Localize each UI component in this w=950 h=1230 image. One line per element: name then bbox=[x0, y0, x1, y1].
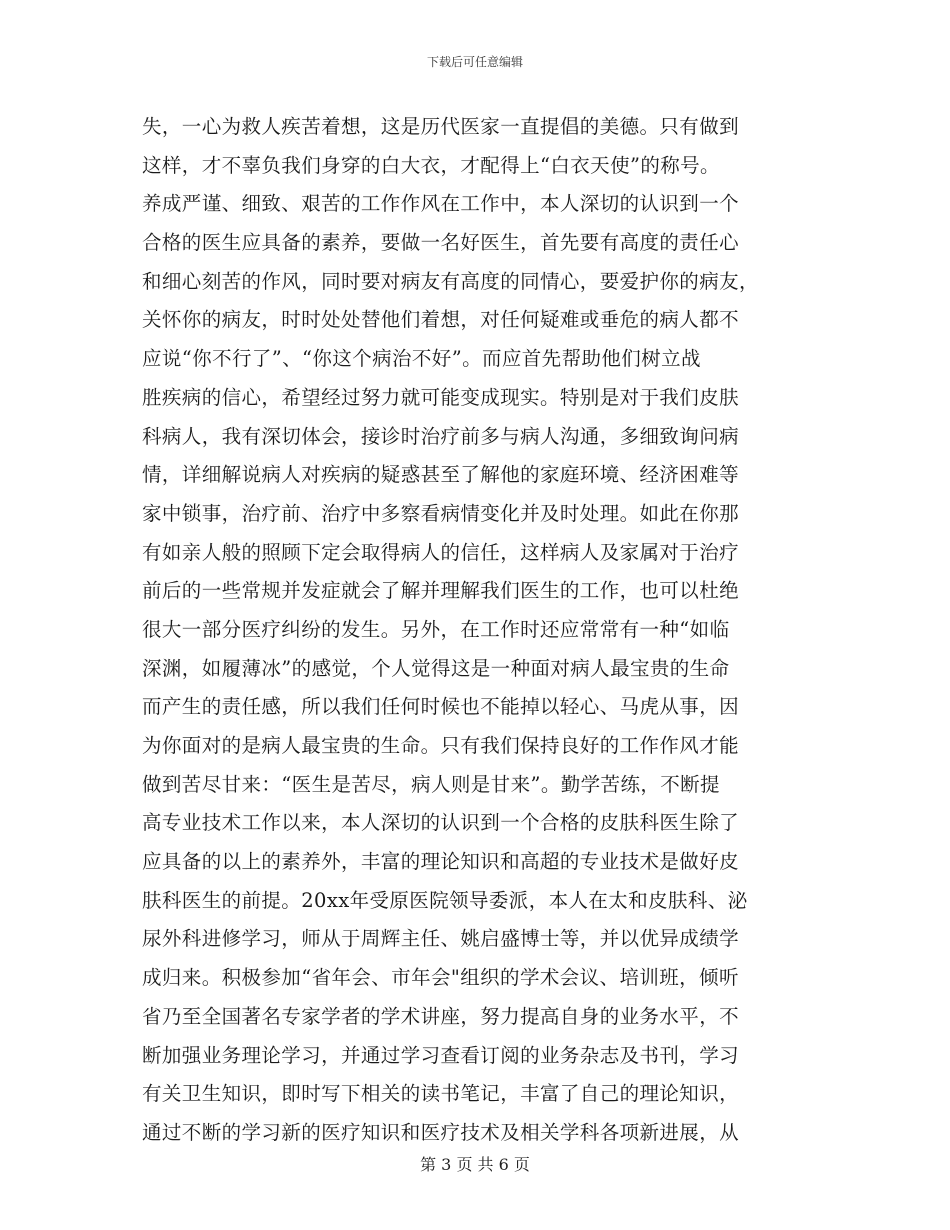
body-line: 应具备的以上的素养外，丰富的理论知识和高超的专业技术是做好皮 bbox=[142, 850, 740, 874]
body-line: 成归来。积极参加“省年会、市年会"组织的学术会议、培训班，倾听 bbox=[142, 966, 739, 990]
body-line: 合格的医生应具备的素养，要做一名好医生，首先要有高度的责任心 bbox=[142, 231, 740, 255]
body-line: 前后的一些常规并发症就会了解并理解我们医生的工作，也可以杜绝 bbox=[142, 579, 740, 603]
body-line: 有如亲人般的照顾下定会取得病人的信任，这样病人及家属对于治疗 bbox=[142, 540, 740, 564]
body-line: 为你面对的是病人最宝贵的生命。只有我们保持良好的工作作风才能 bbox=[142, 734, 740, 757]
body-line: 胜疾病的信心，希望经过努力就可能变成现实。特别是对于我们皮肤 bbox=[142, 385, 740, 409]
body-line: 断加强业务理论学习，并通过学习查看订阅的业务杂志及书刊，学习 bbox=[142, 1043, 740, 1067]
body-line: 很大一部分医疗纠纷的发生。另外，在工作时还应常常有一种“如临 bbox=[142, 617, 730, 641]
body-line: 家中锁事，治疗前、治疗中多察看病情变化并及时处理。如此在你那 bbox=[142, 501, 740, 525]
body-line: 而产生的责任感，所以我们任何时候也不能掉以轻心、马虎从事，因 bbox=[142, 695, 740, 719]
body-line: 失，一心为救人疾苦着想，这是历代医家一直提倡的美德。只有做到 bbox=[142, 115, 740, 138]
body-line: 省乃至全国著名专家学者的学术讲座，努力提高自身的业务水平，不 bbox=[142, 1004, 740, 1028]
body-line: 做到苦尽甘来：“医生是苦尽，病人则是甘来”。勤学苦练，不断提 bbox=[142, 772, 720, 796]
body-line: 通过不断的学习新的医疗知识和医疗技术及相关学科各项新进展，从 bbox=[142, 1120, 740, 1144]
page-header-note: 下载后可任意编辑 bbox=[426, 55, 523, 69]
body-line: 深渊，如履薄冰”的感觉，个人觉得这是一种面对病人最宝贵的生命 bbox=[142, 656, 730, 680]
body-line: 应说“你不行了”、“你这个病治不好”。而应首先帮助他们树立战 bbox=[142, 347, 701, 371]
body-line: 和细心刻苦的作风，同时要对病友有高度的同情心，要爱护你的病友， bbox=[142, 269, 759, 293]
body-line: 这样，才不辜负我们身穿的白大衣，才配得上“白衣天使”的称号。 bbox=[142, 153, 720, 177]
body-line: 高专业技术工作以来，本人深切的认识到一个合格的皮肤科医生除了 bbox=[142, 811, 740, 835]
body-line: 关怀你的病友，时时处处替他们着想，对任何疑难或垂危的病人都不 bbox=[142, 308, 740, 332]
document-body bbox=[142, 108, 822, 1153]
body-line: 情，详细解说病人对疾病的疑惑甚至了解他的家庭环境、经济困难等 bbox=[142, 463, 740, 487]
body-line: 尿外科进修学习，师从于周辉主任、姚启盛博士等，并以优异成绩学 bbox=[142, 927, 740, 951]
body-line: 有关卫生知识，即时写下相关的读书笔记，丰富了自己的理论知识， bbox=[142, 1082, 740, 1106]
page-number: 第 3 页 共 6 页 bbox=[420, 1155, 530, 1174]
body-line: 肤科医生的前提。20xx年受原医院领导委派，本人在太和皮肤科、泌 bbox=[142, 888, 748, 912]
body-line: 养成严谨、细致、艰苦的工作作风在工作中，本人深切的认识到一个 bbox=[142, 192, 740, 216]
body-line: 科病人，我有深切体会，接诊时治疗前多与病人沟通，多细致询问病 bbox=[142, 424, 740, 448]
